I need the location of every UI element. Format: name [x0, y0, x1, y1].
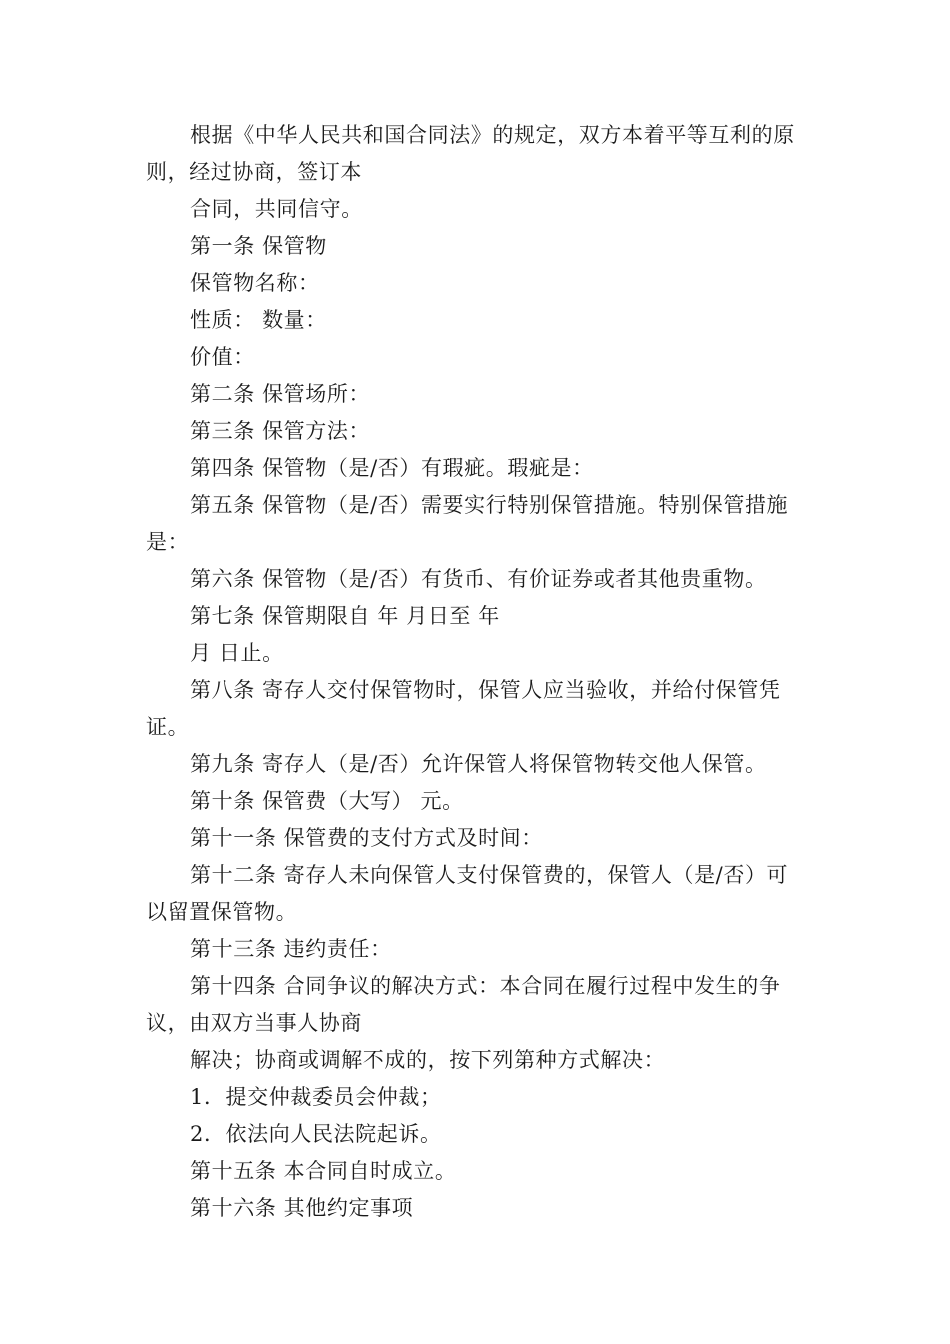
- article-14: 第十四条 合同争议的解决方式：本合同在履行过程中发生的争议，由双方当事人协商: [146, 974, 781, 1035]
- article-16: 第十六条 其他约定事项: [190, 1196, 414, 1220]
- article-1-heading: 第一条 保管物: [190, 234, 327, 258]
- article-11: 第十一条 保管费的支付方式及时间：: [190, 826, 543, 850]
- dispute-option-2: 2．依法向人民法院起诉。: [190, 1122, 442, 1146]
- document-body: [146, 117, 808, 1227]
- dispute-option-1: 1．提交仲裁委员会仲裁；: [190, 1085, 442, 1109]
- article-9: 第九条 寄存人（是/否）允许保管人将保管物转交他人保管。: [190, 752, 767, 776]
- article-6: 第六条 保管物（是/否）有货币、有价证券或者其他贵重物。: [190, 567, 767, 591]
- preamble-paragraph: 根据《中华人民共和国合同法》的规定，双方本着平等互利的原则，经过协商，签订本: [146, 123, 795, 184]
- item-name-line: 保管物名称：: [190, 271, 320, 295]
- article-12: 第十二条 寄存人未向保管人支付保管费的，保管人（是/否）可以留置保管物。: [146, 863, 789, 924]
- article-4: 第四条 保管物（是/否）有瑕疵。瑕疵是：: [190, 456, 594, 480]
- preamble-continuation: 合同，共同信守。: [190, 197, 363, 221]
- article-7: 第七条 保管期限自 年 月日至 年: [190, 604, 500, 628]
- article-5: 第五条 保管物（是/否）需要实行特别保管措施。特别保管措施是：: [146, 493, 789, 554]
- item-nature-quantity-line: 性质： 数量：: [190, 308, 327, 332]
- article-14-continuation: 解决；协商或调解不成的，按下列第种方式解决：: [190, 1048, 666, 1072]
- article-3: 第三条 保管方法：: [190, 419, 371, 443]
- article-13: 第十三条 违约责任：: [190, 937, 392, 961]
- article-10: 第十条 保管费（大写） 元。: [190, 789, 464, 813]
- article-7-continuation: 月 日止。: [190, 641, 284, 665]
- item-value-line: 价值：: [190, 345, 255, 369]
- article-8: 第八条 寄存人交付保管物时，保管人应当验收，并给付保管凭证。: [146, 678, 781, 739]
- article-15: 第十五条 本合同自时成立。: [190, 1159, 457, 1183]
- article-2: 第二条 保管场所：: [190, 382, 371, 406]
